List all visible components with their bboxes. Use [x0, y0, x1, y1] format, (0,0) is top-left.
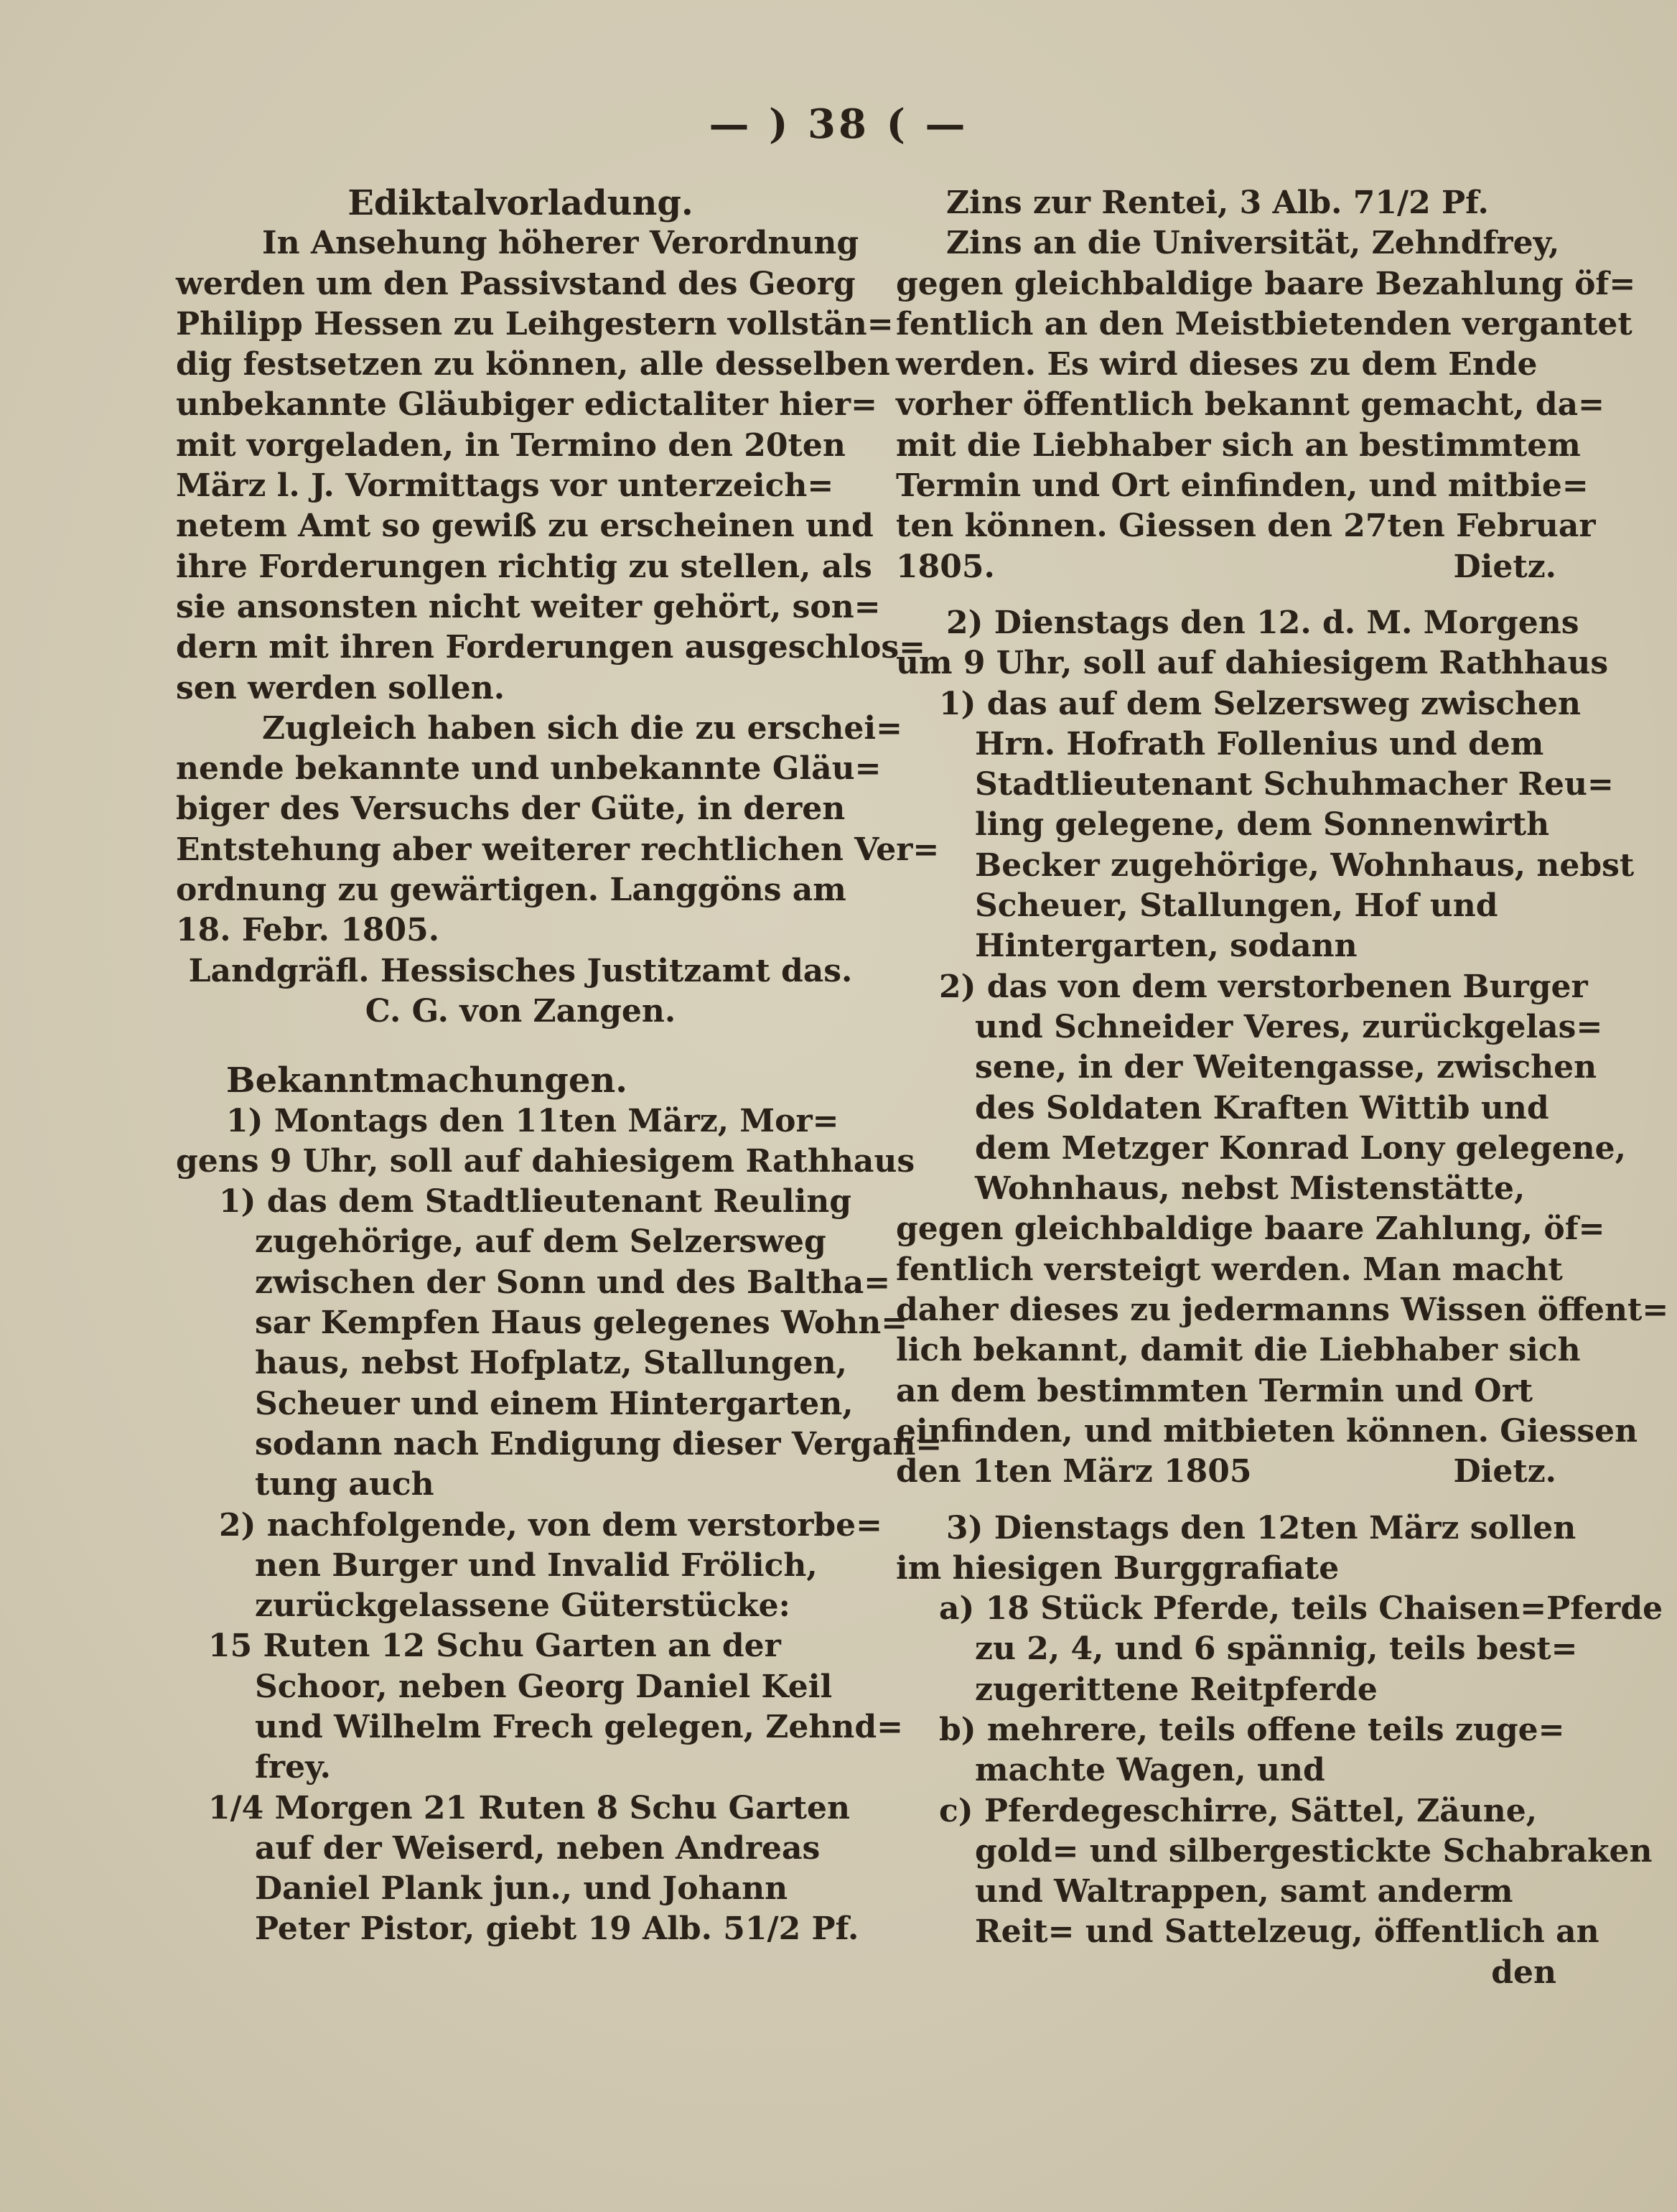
text-line: 1) Montags den 11ten März, Mor= — [226, 1102, 839, 1139]
text-line: Hintergarten, sodann — [975, 928, 1358, 965]
text-line: Wohnhaus, nebst Mistenstätte, — [975, 1170, 1526, 1208]
text-line: Stadtlieutenant Schuhmacher Reu= — [975, 766, 1614, 803]
edict-office: Landgräfl. Hessisches Justitzamt das. — [188, 952, 853, 989]
text-line: 1) das auf dem Selzersweg zwischen — [939, 685, 1581, 722]
text-line: auf der Weiserd, neben Andreas — [255, 1829, 821, 1867]
text-line: werden um den Passivstand des Georg — [176, 265, 856, 302]
text-line: zurückgelassene Güterstücke: — [255, 1587, 790, 1625]
edict-paragraph-1 — [176, 223, 925, 709]
text-line: Becker zugehörige, Wohnhaus, nebst — [975, 846, 1635, 884]
text-line: zu 2, 4, und 6 spännig, teils best= — [975, 1630, 1578, 1668]
closing-line — [896, 547, 1585, 587]
text-line: sodann nach Endigung dieser Vergan= — [255, 1425, 943, 1462]
text-line: Hrn. Hofrath Follenius und dem — [975, 725, 1544, 762]
text-line: zwischen der Sonn und des Baltha= — [255, 1264, 891, 1301]
text-line: Daniel Plank jun., und Johann — [255, 1870, 788, 1908]
text-line: ten können. Giessen den 27ten Februar — [896, 508, 1596, 545]
text-line: frey. — [255, 1749, 331, 1786]
text-line: Zins zur Rentei, 3 Alb. 71/2 Pf. — [946, 185, 1489, 221]
text-line: Peter Pistor, giebt 19 Alb. 51/2 Pf. — [255, 1910, 859, 1948]
text-line: biger des Versuchs der Güte, in deren — [176, 790, 846, 828]
text-line: an dem bestimmten Termin und Ort — [896, 1372, 1533, 1409]
text-line: Reit= und Sattelzeug, öffentlich an — [975, 1913, 1599, 1951]
text-line: machte Wagen, und — [975, 1752, 1325, 1789]
text-line: gegen gleichbaldige baare Bezahlung öf= — [896, 265, 1636, 302]
page-number: — ) 38 ( — — [709, 101, 968, 148]
text-line: werden. Es wird dieses zu dem Ende — [896, 346, 1538, 383]
text-line: einfinden, und mitbieten können. Giessen — [896, 1412, 1638, 1450]
parcel-1 — [176, 1626, 904, 1788]
text-line: 15 Ruten 12 Schu Garten an der — [208, 1628, 781, 1665]
text-line: mit vorgeladen, in Termino den 20ten — [176, 426, 846, 464]
text-line: Philipp Hessen zu Leihgestern vollstän= — [176, 305, 894, 342]
notice-item-2 — [896, 603, 1609, 684]
text-line: um 9 Uhr, soll auf dahiesigem Rathhaus — [896, 645, 1609, 682]
text-line: gens 9 Uhr, soll auf dahiesigem Rathhaus — [176, 1142, 915, 1180]
notice-item-1 — [176, 1101, 915, 1182]
text-line: Zins an die Universität, Zehndfrey, — [946, 225, 1560, 262]
notice-item-1-sub-1 — [176, 1182, 943, 1505]
text-line: und Waltrappen, samt anderm — [975, 1873, 1513, 1910]
text-line: 2) Dienstags den 12. d. M. Morgens — [946, 604, 1579, 641]
right-column — [896, 183, 1669, 1993]
text-line: 1) das dem Stadtlieutenant Reuling — [219, 1183, 852, 1221]
text-line: Zugleich haben sich die zu erschei= — [262, 709, 902, 747]
text-line: sen werden sollen. — [176, 669, 505, 706]
notice-item-1-sub-2 — [176, 1506, 883, 1627]
text-line: a) 18 Stück Pferde, teils Chaisen=Pferde — [939, 1590, 1663, 1628]
text-line: haus, nebst Hofplatz, Stallungen, — [255, 1345, 847, 1382]
edict-paragraph-2 — [176, 709, 940, 951]
signature-dietz: Dietz. — [1453, 548, 1556, 585]
text-line: sie ansonsten nicht weiter gehört, son= — [176, 588, 881, 625]
text-line: daher dieses zu jedermanns Wissen öffent= — [896, 1292, 1669, 1329]
text-line: und Schneider Veres, zurückgelas= — [975, 1008, 1603, 1045]
notice-item-2-body — [896, 1209, 1669, 1492]
text-line: c) Pferdegeschirre, Sättel, Zäune, — [939, 1792, 1538, 1829]
text-line: sene, in der Weitengasse, zwischen — [975, 1049, 1597, 1086]
text-line: Schoor, neben Georg Daniel Keil — [255, 1668, 833, 1705]
text-line: unbekannte Gläubiger edictaliter hier= — [176, 386, 877, 424]
date-text: den 1ten März 1805 — [896, 1453, 1252, 1490]
text-line: ordnung zu gewärtigen. Langgöns am — [176, 872, 846, 909]
notice-item-3-b — [896, 1710, 1585, 1791]
notice-item-2-sub-1 — [896, 684, 1635, 967]
text-line: 2) das von dem verstorbenen Burger — [939, 968, 1588, 1005]
text-line: vorher öffentlich bekannt gemacht, da= — [896, 386, 1604, 424]
notice-item-3-c — [896, 1791, 1653, 1953]
notice-item-2-sub-2 — [896, 967, 1626, 1210]
text-line: ling gelegene, dem Sonnenwirth — [975, 806, 1550, 844]
text-line: fentlich an den Meistbietenden vergantet — [896, 305, 1632, 342]
text-line: lich bekannt, damit die Liebhaber sich — [896, 1332, 1581, 1369]
text-line: gold= und silbergestickte Schabraken — [975, 1832, 1653, 1870]
catchword: den — [1491, 1954, 1556, 1991]
text-line: nen Burger und Invalid Frölich, — [255, 1546, 818, 1584]
text-line: gegen gleichbaldige baare Zahlung, öf= — [896, 1210, 1605, 1248]
text-line: 3) Dienstags den 12ten März sollen — [946, 1509, 1576, 1546]
spacer — [896, 587, 1585, 603]
text-line: zugerittene Reitpferde — [975, 1671, 1378, 1708]
text-line: März l. J. Vormittags vor unterzeich= — [176, 467, 834, 505]
text-line: dem Metzger Konrad Lony gelegene, — [975, 1129, 1626, 1167]
signature-dietz: Dietz. — [1453, 1453, 1556, 1490]
text-line: fentlich versteigt werden. Man macht — [896, 1251, 1563, 1288]
text-line: 18. Febr. 1805. — [176, 912, 440, 949]
text-line: nende bekannte und unbekannte Gläu= — [176, 750, 882, 788]
year-text: 1805. — [896, 548, 995, 585]
text-line: zugehörige, auf dem Selzersweg — [255, 1223, 826, 1261]
text-line: Scheuer, Stallungen, Hof und — [975, 887, 1498, 925]
spacer — [176, 1032, 865, 1060]
text-line: netem Amt so gewiß zu erscheinen und — [176, 508, 874, 545]
text-line: Entstehung aber weiterer rechtlichen Ver= — [176, 831, 940, 868]
text-line: b) mehrere, teils offene teils zuge= — [939, 1711, 1565, 1748]
edict-signature: C. G. von Zangen. — [365, 992, 676, 1030]
parcel-2 — [176, 1788, 865, 1950]
edict-heading: Ediktalvorladung. — [347, 183, 693, 223]
text-line: ihre Forderungen richtig zu stellen, als — [176, 548, 872, 585]
text-line: im hiesigen Burggrafiate — [896, 1549, 1340, 1587]
closing-line — [896, 1452, 1585, 1492]
text-line: dig festsetzen zu können, alle desselben — [176, 346, 890, 383]
text-line: 2) nachfolgende, von dem verstorbe= — [219, 1506, 883, 1544]
notice-item-3 — [896, 1508, 1585, 1590]
text-line: des Soldaten Kraften Wittib und — [975, 1089, 1549, 1126]
notice-item-3-a — [896, 1589, 1663, 1710]
notice-item-1-continuation — [896, 183, 1636, 587]
text-line: In Ansehung höherer Verordnung — [262, 225, 859, 262]
text-line: 1/4 Morgen 21 Ruten 8 Schu Garten — [208, 1789, 851, 1826]
text-line: tung auch — [255, 1466, 434, 1503]
spacer — [896, 1493, 1585, 1508]
text-line: mit die Liebhaber sich an bestimmtem — [896, 426, 1581, 464]
text-line: sar Kempfen Haus gelegenes Wohn= — [255, 1305, 908, 1342]
text-line: dern mit ihren Forderungen ausgeschlos= — [176, 629, 925, 666]
text-line: Scheuer und einem Hintergarten, — [255, 1385, 854, 1422]
text-line: Termin und Ort einfinden, und mitbie= — [896, 467, 1589, 505]
notices-heading: Bekanntmachungen. — [226, 1060, 627, 1101]
text-line: und Wilhelm Frech gelegen, Zehnd= — [255, 1708, 904, 1745]
left-column — [176, 183, 943, 1950]
